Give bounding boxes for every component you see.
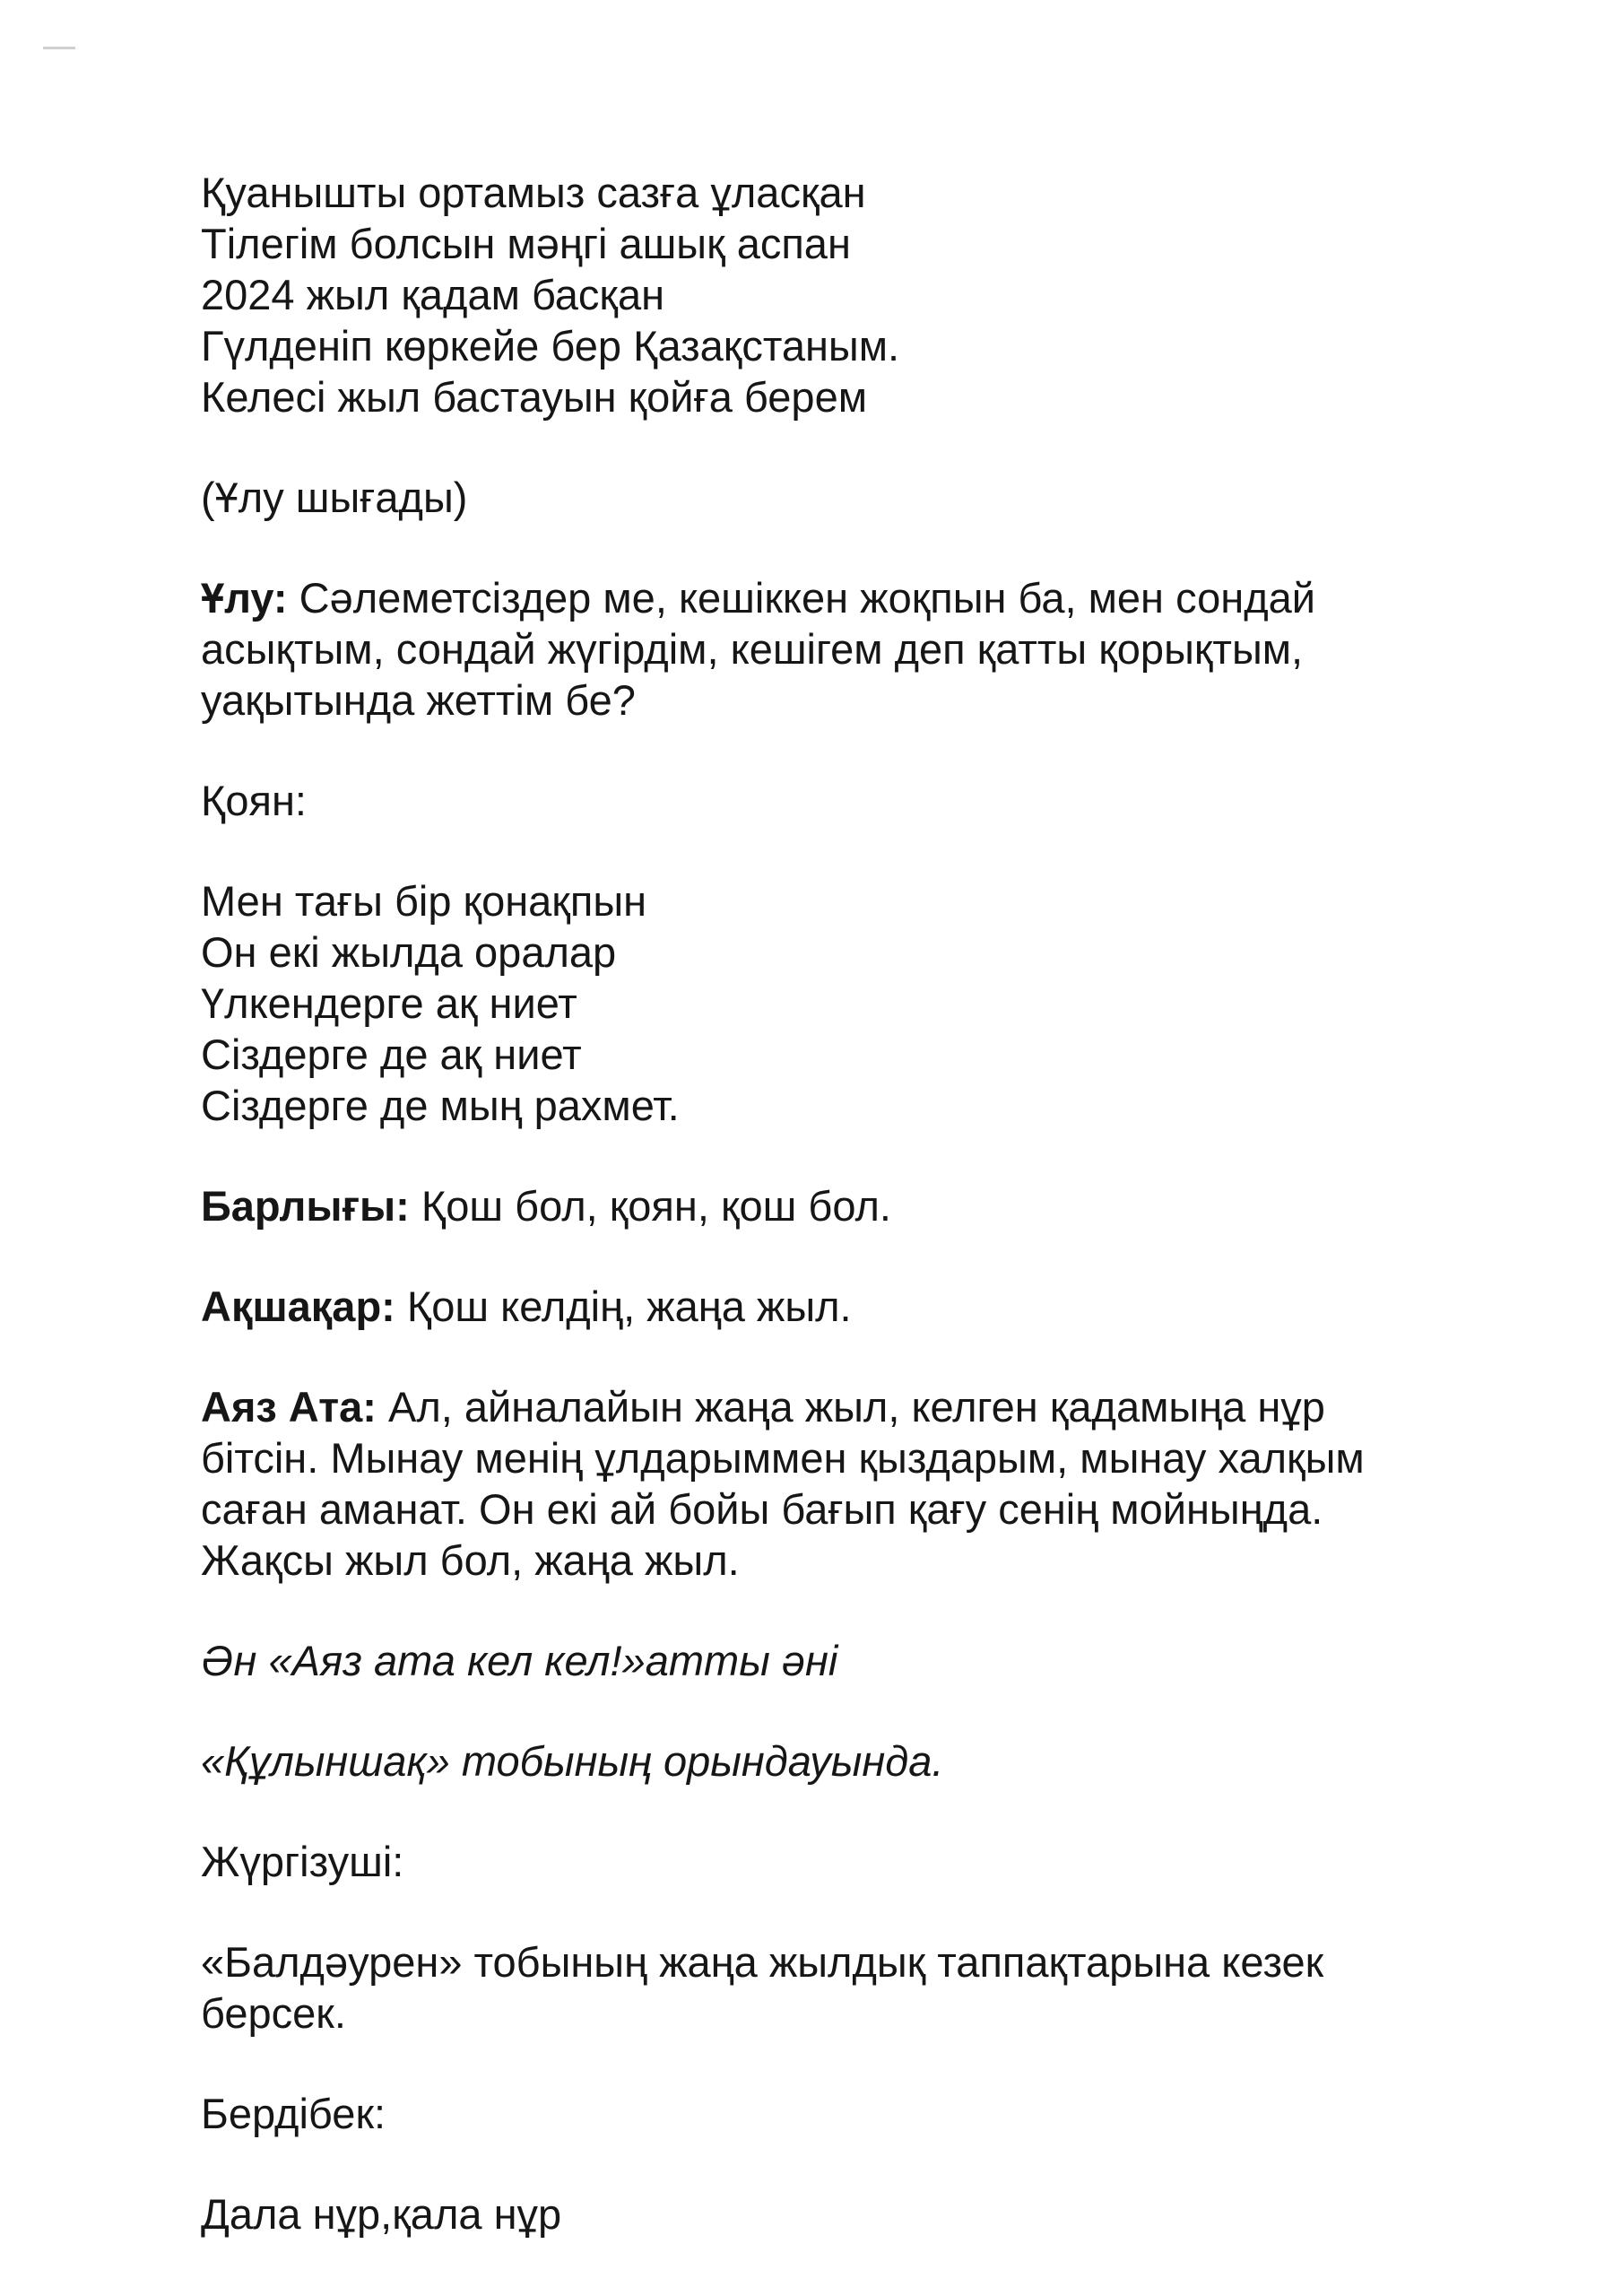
spacer: [201, 1231, 1456, 1281]
poem-stanza-2: [201, 875, 1456, 1131]
spacer: [201, 2039, 1456, 2088]
spacer: [201, 1887, 1456, 1936]
akshakar-text: Қош келдің, жаңа жыл.: [395, 1283, 852, 1330]
stanza-2-line: Үлкендерге ақ ниет: [201, 979, 577, 1027]
ayaz-ata-text-line: саған аманат. Он екі ай бойы бағып қағу сенің мойныңда.: [201, 1485, 1323, 1533]
stanza-1-line: 2024 жыл қадам басқан: [201, 271, 665, 318]
spacer: [201, 1686, 1456, 1735]
stanza-1-line: Гүлденіп көркейе бер Қазақстаным.: [201, 322, 900, 370]
stanza-1-line: Тілегім болсын мәңгі ашық аспан: [201, 220, 851, 267]
stage-direction: (Ұлу шығады): [201, 474, 468, 521]
ulu-text-line: Сәлеметсіздер ме, кешіккен жоқпын ба, мен сондай: [287, 574, 1316, 622]
speaker-berdibek-label: Бердібек:: [201, 2090, 386, 2137]
ayaz-ata-dialogue: [201, 1381, 1456, 1586]
speaker-akshakar: Ақшақар:: [201, 1283, 395, 1330]
stanza-2-line: Мен тағы бір қонақпын: [201, 877, 647, 925]
ulu-dialogue: [201, 572, 1456, 726]
stanza-2-line: Он екі жылда оралар: [201, 928, 617, 976]
spacer: [201, 826, 1456, 875]
spacer: [201, 1787, 1456, 1836]
spacer: [201, 1586, 1456, 1635]
scan-artifact-mark: [43, 47, 75, 49]
document-body: [201, 167, 1456, 2239]
song-announcement-line-2: «Құлыншақ» тобының орындауында.: [201, 1737, 944, 1785]
spacer: [201, 422, 1456, 472]
announcement: [201, 1936, 1456, 2039]
ulu-text-line: асықтым, сондай жүгірдім, кешігем деп қатты қорықтым,: [201, 625, 1304, 673]
poem-stanza-1: [201, 167, 1456, 422]
stanza-1-line: Қуанышты ортамыз сазға ұласқан: [201, 169, 866, 216]
ulu-text-line: уақытында жеттім бе?: [201, 676, 636, 724]
announcement-line: «Балдәурен» тобының жаңа жылдық таппақтарына кезек: [201, 1938, 1324, 1986]
stanza-2-line: Сіздерге де ақ ниет: [201, 1031, 582, 1078]
spacer: [201, 726, 1456, 775]
announcement-line: берсек.: [201, 1989, 346, 2037]
ayaz-ata-text-line: Жақсы жыл бол, жаңа жыл.: [201, 1536, 740, 1584]
spacer: [201, 523, 1456, 572]
speaker-barlygy: Барлығы:: [201, 1182, 410, 1230]
akshakar-dialogue: [201, 1281, 1456, 1332]
speaker-zhurgizushi-label: Жүргізуші:: [201, 1838, 404, 1885]
spacer: [201, 2139, 1456, 2188]
spacer: [201, 1131, 1456, 1180]
speaker-ulu: Ұлу:: [201, 574, 288, 622]
song-announcement-line-1: Ән «Аяз ата кел кел!»атты әні: [201, 1637, 838, 1684]
stanza-1-line: Келесі жыл бастауын қойға берем: [201, 373, 868, 421]
spacer: [201, 1332, 1456, 1381]
closing-line: Дала нұр,қала нұр: [201, 2190, 562, 2238]
barlygy-dialogue: [201, 1180, 1456, 1231]
speaker-ayaz-ata: Аяз Ата:: [201, 1383, 377, 1431]
ayaz-ata-text-line: Ал, айналайын жаңа жыл, келген қадамыңа нұр: [376, 1383, 1325, 1431]
barlygy-text: Қош бол, қоян, қош бол.: [409, 1182, 891, 1230]
speaker-koyan-label: Қоян:: [201, 777, 307, 824]
stanza-2-line: Сіздерге де мың рахмет.: [201, 1082, 680, 1129]
ayaz-ata-text-line: бітсін. Мынау менің ұлдарыммен қыздарым, мынау халқым: [201, 1434, 1365, 1482]
